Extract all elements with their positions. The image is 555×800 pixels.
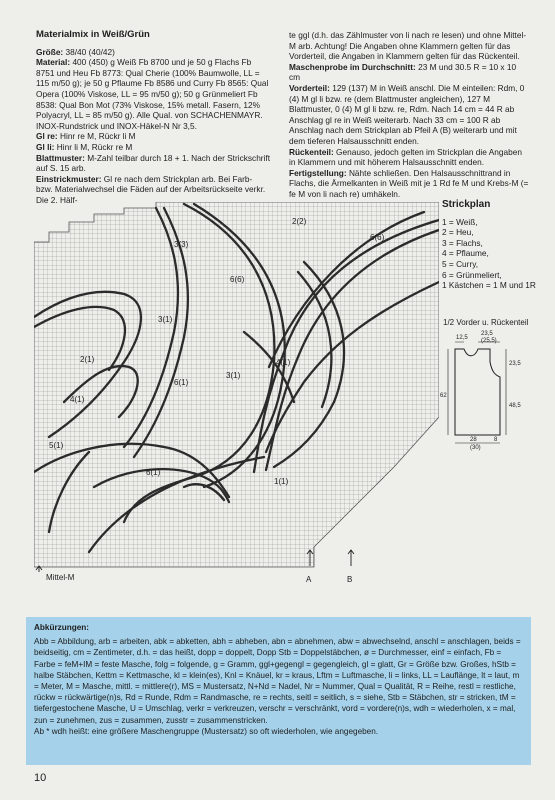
page-number: 10 [34,772,47,784]
chart-label: 3(1) [226,371,241,380]
schema-label: 48,5 [509,403,521,409]
chart-label: 2(1) [80,355,95,364]
chart-label: 6(6) [230,275,245,284]
einstrick-line: Einstrickmuster: Gl re nach dem Strickplan arb. Bei Farb- bzw. Materialwechsel die Fäden auf der Arbeitsrückseite verkr. Die 2. Hälf- [36,173,266,205]
chart-label: 6(6) [370,233,385,242]
legend-item: 6 = Grünmeliert, [442,269,502,280]
schema-label: 8 [494,437,498,443]
right-column [289,30,529,200]
legend-item: 1 = Weiß, [442,216,478,227]
abbreviations-title: Abkürzungen: [34,623,90,632]
chart-label: 5(1) [49,441,64,450]
chart-label: 4(1) [70,395,85,404]
arrow-b-label: B [347,575,353,584]
arrow-a-label: A [306,575,312,584]
chart-grid [34,202,439,567]
legend-item: 2 = Heu, [442,227,474,238]
knitting-chart [34,202,439,572]
chart-label: 6(1) [174,378,189,387]
material-line: Material: 400 (450) g Weiß Fb 8700 und je 50 g Flachs Fb 8751 und Heu Fb 8773: Qual Cherie (100% Baumwolle, LL = 115 m/50 g); je 50 g Pflaume Fb 8586 und Curry Fb 8565: Qual Opera (100% Viskose, LL = 95 m/50 g); 50 g Grünmeliert Fb 8538: Qual Bon Mot (73% Viskose, 15% metall. Fasern, 12% Polyacryl, LL = 85 m/50 g). Alle Qual. von SCHACHENMAYR. INOX-Rundstrick und INOX-Häkel-N Nr 3,5. [36,57,269,131]
chart-label: 3(1) [158,315,173,324]
chart-legend [442,200,536,291]
schema-label: 23,5 [509,361,521,367]
blattmuster-line: Blattmuster: M-Zahl teilbar durch 18 + 1. Nach der Strickschrift auf S. 15 arb. [36,152,271,174]
chart-label: 2(2) [292,217,307,226]
schema-label: 12,5 [456,335,468,341]
schema-label: 28 [470,437,477,443]
abbreviations-box [26,617,531,765]
abbreviations-note: Ab * wdh heißt: eine größere Maschengruppe (Mustersatz) so oft wiederholen, wie angegeben. [34,726,379,736]
chart-label: 1(1) [274,477,289,486]
chart-label: 6(1) [146,468,161,477]
schema-title: 1/2 Vorder u. Rückenteil [443,318,529,327]
abbreviations-text: Abb = Abbildung, arb = arbeiten, abk = abketten, abh = abheben, abn = abnehmen, abw = abwechselnd, anschl = anschlagen, beids = beidseitig, cm = Zentimeter, d.h. = das heißt, dopp = doppelt, Dopp Stb = Doppelstäbchen, ø = Durchmesser, einf = einfach, Fb = Farbe = feM+IM = feste Masche, folg = folgende, g = Gramm, ggl+gegengl = gegengleich, gl = glatt, Gr = Größe bzw. Großes, hStb = halbe Stäbchen, Kettm = Kettmasche, kl = klein(es), Knl = Knäuel, kr = kraus, Lftm = Luftmasche, li = links, LL = Lauflänge, lt = laut, m = Meter, M = Masche, mittl. = mittlere(r), MS = Mustersatz, N+Nd = Nadel, Nr = Nummer, Qual = Qualität, R = Reihe, restl = restliche, rückw = rückwärtige(n)s, Rd = Runde, Rdm = Randmasche, re = rechts, seitl = seitlich, s = siehe, Stb = Stäbchen, str = stricken, tM = tiefergestochene Masche, U = Umschlag, verkr = verkreuzen, verschr = verschränkt, vord = vordere(n)s, wdh = wiederholen, x = mal, zun = zunehmen, zus = zusammen, zusstr = zusammenstricken. [34,637,521,725]
front-line: Vorderteil: 129 (137) M in Weiß anschl. Die M einteilen: Rdm, 0 (4) M gl li bzw. re (dem Blattmuster angleichen), 127 M Blattmuster, 0 (4) M gl li bzw. re, Rdm. Nach 14 cm = 44 R ab Anschlag gl re in Weiß weiterarb. Nach 33 cm = 100 R ab Anschlag nach dem Strickplan ab Pfeil A (B) weiterarb und mit dem tieferen Halsausschnitt enden. [289,82,525,146]
back-line: Rückenteil: Genauso, jedoch gelten im Strickplan die Angaben in Klammern und mit höherem Halsausschnitt enden. [289,146,522,168]
schema-dims [448,342,506,443]
legend-item: 5 = Curry, [442,258,479,269]
gl-li-line: Gl li: Hinr li M, Rückr re M [36,141,133,152]
schema-label: 62 [440,393,447,399]
schema-label: 23,5 [481,331,493,337]
mittel-m-label: Mittel-M [46,573,75,582]
size-line: Größe: 38/40 (40/42) [36,46,115,57]
chart-label: 4(1) [276,358,291,367]
garment-schema [440,327,535,452]
legend-item: 3 = Flachs, [442,237,483,248]
schema-label: (30) [470,445,481,451]
chart-label: 3(3) [174,240,189,249]
legend-title: Strickplan [442,199,491,210]
schema-outline [455,349,500,435]
gl-re-line: Gl re: Hinr re M, Rückr li M [36,131,136,142]
legend-item: 4 = Pflaume, [442,248,489,259]
left-column [36,30,271,206]
arrow-b [348,550,354,566]
gauge-line: Maschenprobe im Durchschnitt: 23 M und 30.5 R = 10 x 10 cm [289,61,517,83]
instructions-continued: te ggl (d.h. das Zählmuster von li nach re lesen) und ohne Mittel-M arb. Achtung! Die Angaben ohne Klammern gelten für das Vorderteil, die Angaben in Klammern gelten für das Rückenteil. [289,30,527,62]
schema-label: (25,5) [481,338,497,344]
legend-item: 1 Kästchen = 1 M und 1R [442,280,536,291]
finishing-line: Fertigstellung: Nähte schließen. Den Halsausschnittrand in Flachs, die Ärmelkanten in Weiß mit je 1 Rd fe M und Krebs-M (= fe M von li nach re) umhäkeln. [289,167,529,199]
article-title: Materialmix in Weiß/Grün [36,29,150,40]
